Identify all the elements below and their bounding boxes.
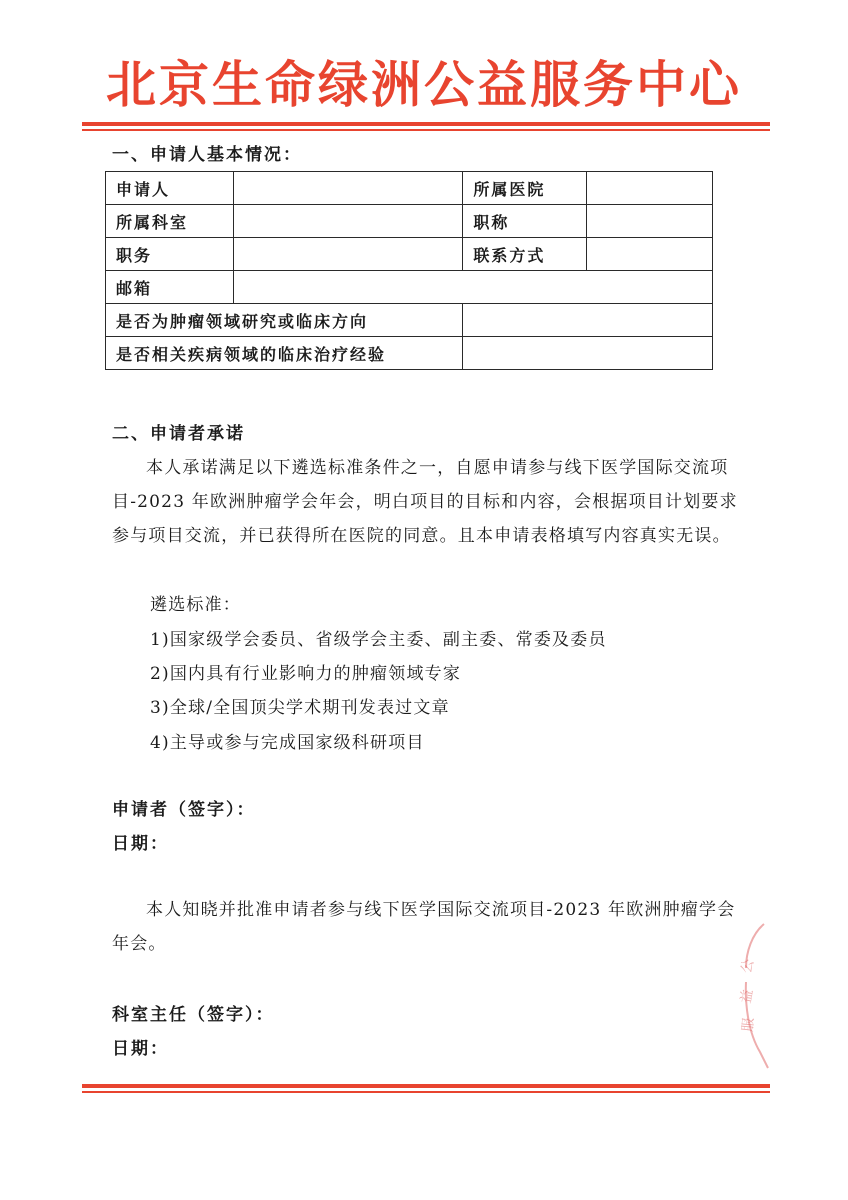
footer-divider-thick <box>82 1084 770 1088</box>
field-department[interactable] <box>233 205 463 238</box>
field-position[interactable] <box>233 238 463 271</box>
section-2-heading: 二、申请者承诺 <box>112 424 245 444</box>
approval-paragraph: 本人知晓并批准申请者参与线下医学国际交流项目-2023 年欧洲肿瘤学会年会。 <box>112 900 736 954</box>
field-applicant[interactable] <box>233 172 463 205</box>
table-row <box>106 238 713 271</box>
criteria-item: 4)主导或参与完成国家级科研项目 <box>150 733 425 753</box>
label-clinical-experience: 是否相关疾病领域的临床治疗经验 <box>106 337 463 370</box>
svg-text:益: 益 <box>738 988 757 1005</box>
table-row <box>106 304 713 337</box>
footer-divider-thin <box>82 1091 770 1093</box>
field-clinical-experience[interactable] <box>463 337 713 370</box>
applicant-date-label: 日期： <box>112 834 169 854</box>
commitment-paragraph: 本人承诺满足以下遴选标准条件之一，自愿申请参与线下医学国际交流项目-2023 年欧洲肿瘤学会年会，明白项目的目标和内容，会根据项目计划要求参与项目交流，并已获得所在医院的同意。且本申请表格填写内容真实无误。 <box>112 458 738 546</box>
table-row <box>106 172 713 205</box>
label-applicant: 申请人 <box>106 172 234 205</box>
organization-title: 北京生命绿洲公益服务中心 <box>106 56 742 114</box>
applicant-info-table <box>105 171 713 370</box>
header-divider-thin <box>82 129 770 131</box>
svg-text:公: 公 <box>738 957 758 976</box>
seal-stamp-fragment <box>712 922 772 1072</box>
label-title: 职称 <box>463 205 587 238</box>
criteria-item: 3)全球/全国顶尖学术期刊发表过文章 <box>150 698 450 718</box>
table-row <box>106 337 713 370</box>
field-contact[interactable] <box>587 238 713 271</box>
label-hospital: 所属医院 <box>463 172 587 205</box>
label-department: 所属科室 <box>106 205 234 238</box>
field-oncology-focus[interactable] <box>463 304 713 337</box>
label-contact: 联系方式 <box>463 238 587 271</box>
table-row <box>106 205 713 238</box>
field-title[interactable] <box>587 205 713 238</box>
section-1-heading: 一、申请人基本情况： <box>112 145 302 165</box>
table-row <box>106 271 713 304</box>
svg-text:服: 服 <box>740 1017 758 1033</box>
field-hospital[interactable] <box>587 172 713 205</box>
applicant-signature-label: 申请者（签字）： <box>112 800 256 820</box>
criteria-heading: 遴选标准： <box>150 595 241 615</box>
criteria-item: 1)国家级学会委员、省级学会主委、副主委、常委及委员 <box>150 630 607 650</box>
label-position: 职务 <box>106 238 234 271</box>
criteria-item: 2)国内具有行业影响力的肿瘤领域专家 <box>150 664 462 684</box>
label-oncology-focus: 是否为肿瘤领域研究或临床方向 <box>106 304 463 337</box>
field-email[interactable] <box>233 271 712 304</box>
director-date-label: 日期： <box>112 1039 169 1059</box>
header-divider-thick <box>82 122 770 126</box>
label-email: 邮箱 <box>106 271 234 304</box>
director-signature-label: 科室主任（签字）： <box>112 1005 275 1025</box>
